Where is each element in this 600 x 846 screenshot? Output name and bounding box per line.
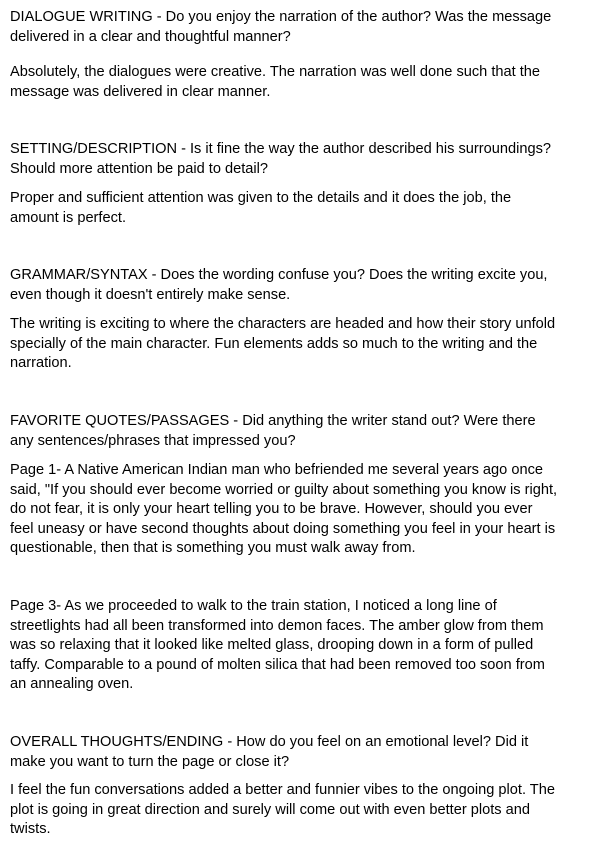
- setting-description-answer: Proper and sufficient attention was given to the details and it does the job, the amount is perfect.: [10, 190, 512, 226]
- setting-description-question: SETTING/DESCRIPTION - Is it fine the way the author described his surroundings? Should more attention be paid to detail?: [10, 141, 551, 177]
- favorite-quotes-page1-passage: Page 1- A Native American Indian man who befriended me several years ago once said, "If you should ever become worried or guilty about something you know is right, do not fear, it is only your heart telling you to be brave. However, should you ever feel uneasy or have second thoughts about doing something you feel in your heart is questionable, then that is something you must walk away from.: [10, 462, 558, 557]
- favorite-quotes-page3-passage: Page 3- As we proceeded to walk to the train station, I noticed a long line of streetlights had all been transformed into demon faces. The amber glow from them was so relaxing that it looked like melted glass, drooping down in a form of pulled taffy. Comparable to a pound of molten silica that had been removed too soon from an annealing oven.: [10, 598, 545, 693]
- favorite-quotes-question: FAVORITE QUOTES/PASSAGES - Did anything the writer stand out? Were there any sentences/phrases that impressed you?: [10, 413, 536, 449]
- dialogue-writing-answer: Absolutely, the dialogues were creative. The narration was well done such that the message was delivered in clear manner.: [10, 64, 541, 100]
- overall-thoughts-answer: I feel the fun conversations added a better and funnier vibes to the ongoing plot. The plot is going in great direction and surely will come out with even better plots and twists.: [10, 782, 555, 838]
- dialogue-writing-question: DIALOGUE WRITING - Do you enjoy the narration of the author? Was the message delivered in a clear and thoughtful manner?: [10, 9, 552, 45]
- grammar-syntax-answer: The writing is exciting to where the characters are headed and how their story unfold specially of the main character. Fun elements adds so much to the writing and the narration.: [10, 316, 556, 372]
- grammar-syntax-question: GRAMMAR/SYNTAX - Does the wording confuse you? Does the writing excite you, even though it doesn't entirely make sense.: [10, 267, 548, 303]
- overall-thoughts-question: OVERALL THOUGHTS/ENDING - How do you feel on an emotional level? Did it make you want to turn the page or close it?: [10, 734, 529, 770]
